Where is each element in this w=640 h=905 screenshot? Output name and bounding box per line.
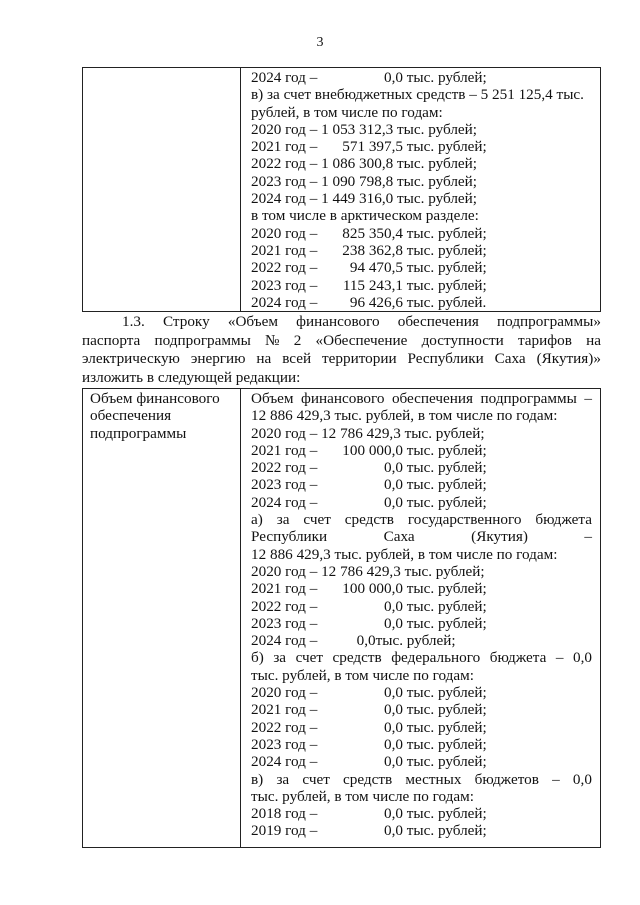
word: средств [332,649,382,667]
word: средств [343,770,393,788]
word: 2 [293,331,302,349]
word: обеспечения [397,313,479,330]
amount-value: 0,0 [384,735,403,753]
word: бюджета [535,511,592,529]
funding-line [251,598,592,615]
funding-line: тыс. рублей, в том числе по годам: [251,666,474,684]
amount-value: 0,0 [384,597,403,615]
word: местных [405,770,462,788]
amount-value: 0,0 [384,718,403,736]
funding-line [251,294,592,311]
row-heading-cell [90,390,235,442]
word: подпрограммы» [497,313,601,330]
word: энергию [190,350,246,367]
funding-line [251,277,592,294]
word: средств [344,511,394,529]
word: «Объем [227,313,278,330]
word: за [276,770,290,788]
year-label: 2022 год – [251,459,318,477]
amount-unit: тыс. рублей; [406,753,487,771]
year-label: 2023 год – [251,735,318,753]
funding-line [251,494,592,511]
year-label: 2019 год – [251,822,318,840]
word: бюджетов [474,770,539,788]
word: счет [295,649,324,667]
row-heading-line: обеспечения [90,407,172,425]
amount-unit: тыс. рублей; [406,241,487,259]
amount-unit: тыс. рублей; [406,69,487,86]
word: (Якутия) [471,528,528,546]
table-column-divider [240,389,241,847]
year-label: 2023 год – [251,476,318,494]
funding-details-cell [251,69,592,311]
word: 0,0 [572,770,592,788]
word: (Якутия)» [536,350,601,367]
funding-line: 2020 год – 12 786 429,3 тыс. рублей; [251,424,485,442]
word: финансового [296,313,380,330]
funding-line: в) за счет внебюджетных средств – 5 251 125,4 тыс. [251,86,584,104]
funding-line: 2023 год – 1 090 798,8 тыс. рублей; [251,172,478,190]
funding-line: 12 886 429,3 тыс. рублей, в том числе по годам: [251,545,558,563]
amount-value: 0,0 [384,69,403,86]
funding-line [251,771,592,788]
year-label: 2021 год – [251,441,318,459]
funding-line: 2020 год – 1 053 312,3 тыс. рублей; [251,120,478,138]
word: паспорта [82,331,141,349]
year-label: 2020 год – [251,684,318,702]
funding-line [251,242,592,259]
amount-unit: тыс. рублей; [406,476,487,494]
amount-unit: тыс. рублей; [406,805,487,823]
paragraph-line [82,350,601,369]
amount-value: 0,0 [384,753,403,771]
word: всей [282,350,312,367]
funding-line [251,615,592,632]
word: б) [251,649,264,667]
word: подпрограммы [480,390,577,407]
word: государственного [407,511,522,529]
word: за [273,649,287,667]
year-label: 2021 год – [251,241,318,259]
word: 0,0 [573,649,592,667]
amount-unit: тыс. рублей; [406,597,487,615]
amount-value: 100 000,0 [342,441,403,459]
amount-unit: тыс. рублей. [406,293,487,311]
word: на [256,350,272,367]
amount-value: 0,0 [384,493,403,511]
amount-value: 94 470,5 [349,259,403,277]
subprogram-funding-table [82,388,601,848]
word: – [584,528,592,546]
amount-value: 115 243,1 [342,276,403,294]
funding-line: 12 886 429,3 тыс. рублей, в том числе по годам: [251,407,558,425]
word: – [584,390,592,407]
funding-line [251,528,592,545]
amount-value: 0,0 [384,459,403,477]
amendment-paragraph [82,313,601,387]
page-number: 3 [316,35,324,50]
year-label: 2023 год – [251,276,318,294]
year-label: 2021 год – [251,580,318,598]
word: Республики [251,528,328,546]
year-label: 2022 год – [251,597,318,615]
paragraph-line [82,332,601,351]
word: 1.3. [122,313,145,330]
amount-unit: тыс. рублей; [406,441,487,459]
amount-value: 100 000,0 [342,580,403,598]
funding-line: в том числе в арктическом разделе: [251,207,479,225]
word: тарифов [517,331,572,349]
amount-unit: тыс. рублей; [406,701,487,719]
word: подпрограммы [154,331,251,349]
funding-line [251,684,592,701]
year-label: 2024 год – [251,293,318,311]
funding-line [251,390,592,407]
funding-line [251,580,592,597]
word: № [265,331,280,349]
amount-value: 0,0 [384,684,403,702]
word: Объем [251,390,294,407]
funding-line [251,822,592,839]
amount-unit: тыс. рублей; [406,684,487,702]
year-label: 2021 год – [251,138,318,156]
word: «Обеспечение [315,331,408,349]
amount-value: 825 350,4 [342,224,403,242]
funding-line [251,805,592,822]
funding-line [251,225,592,242]
word: счет [303,511,331,529]
paragraph-line [82,313,601,332]
word: в) [251,770,264,788]
funding-line [251,442,592,459]
amount-unit: тыс. рублей; [406,224,487,242]
amount-value: 0,0 [384,805,403,823]
word: электрическую [82,350,180,367]
amount-value: 571 397,5 [342,138,403,156]
amount-value: 0,0 [384,476,403,494]
word: Строку [162,313,210,330]
funding-line [251,736,592,753]
year-label: 2020 год – [251,224,318,242]
year-label: 2018 год – [251,805,318,823]
amount-unit: тыс. рублей; [406,259,487,277]
funding-line [251,719,592,736]
amount-unit: тыс. рублей; [406,614,487,632]
amount-unit: рублей; [406,632,456,650]
word: доступности [421,331,504,349]
funding-line [251,138,592,155]
year-label: 2024 год – [251,493,318,511]
word: а) [251,511,263,529]
amount-unit: тыс. рублей; [406,580,487,598]
row-heading-line: Объем финансового [90,390,220,407]
word: Саха [383,528,415,546]
funding-line [251,259,592,276]
funding-line: 2020 год – 12 786 429,3 тыс. рублей; [251,562,485,580]
year-label: 2024 год – [251,753,318,771]
amount-unit: тыс. рублей; [406,493,487,511]
amount-value: 0,0 [384,614,403,632]
word: обеспечения [391,390,474,407]
funding-line [251,69,592,86]
funding-line [251,459,592,476]
amount-unit: тыс. рублей; [406,276,487,294]
paragraph-line: изложить в следующей редакции: [82,368,301,386]
funding-details-cell [251,390,592,840]
word: федерального [391,649,481,667]
funding-line [251,511,592,528]
funding-table-continued [82,67,601,312]
year-label: 2022 год – [251,718,318,736]
word: Саха [494,350,526,367]
amount-value: 0,0тыс. [356,632,403,650]
funding-line: рублей, в том числе по годам: [251,103,443,121]
word: за [276,511,290,529]
amount-value: 96 426,6 [349,293,403,311]
year-label: 2023 год – [251,614,318,632]
word: на [586,331,601,349]
word: финансового [301,390,385,407]
amount-unit: тыс. рублей; [406,459,487,477]
row-heading-line: подпрограммы [90,424,187,442]
word: территории [322,350,397,367]
word: – [555,649,564,667]
funding-line [251,701,592,718]
word: бюджета [489,649,547,667]
amount-unit: тыс. рублей; [406,822,487,840]
year-label: 2021 год – [251,701,318,719]
amount-unit: тыс. рублей; [406,735,487,753]
table-column-divider [240,68,241,311]
funding-line [251,649,592,666]
word: – [552,770,560,788]
funding-line: 2022 год – 1 086 300,8 тыс. рублей; [251,155,478,173]
amount-value: 238 362,8 [342,241,403,259]
amount-unit: тыс. рублей; [406,718,487,736]
amount-value: 0,0 [384,701,403,719]
year-label: 2024 год – [251,69,318,86]
word: Республики [407,350,484,367]
year-label: 2024 год – [251,632,318,650]
funding-line: тыс. рублей, в том числе по годам: [251,787,474,805]
word: счет [302,770,330,788]
amount-value: 0,0 [384,822,403,840]
funding-line: 2024 год – 1 449 316,0 тыс. рублей; [251,190,478,208]
amount-unit: тыс. рублей; [406,138,487,156]
funding-line [251,476,592,493]
year-label: 2022 год – [251,259,318,277]
funding-line [251,753,592,770]
funding-line [251,632,592,649]
